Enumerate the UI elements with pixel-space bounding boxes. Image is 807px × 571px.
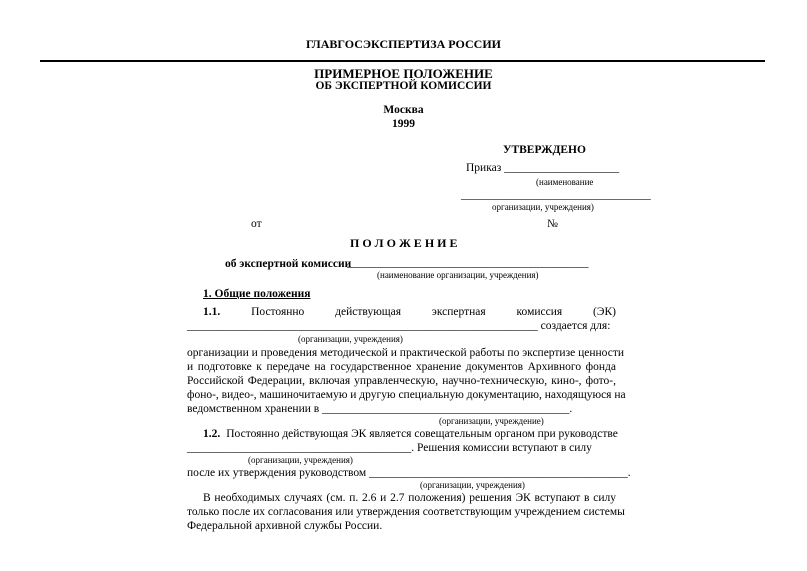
paragraph-necessary-cases-line: В необходимых случаях (см. п. 2.6 и 2.7 положения) решения ЭК вступают в силу — [203, 492, 616, 504]
header-divider — [40, 60, 765, 62]
paragraph-1-2-text: Постоянно действующая ЭК является совещательным органом при руководстве — [226, 428, 618, 440]
paragraph-1-2-blank-line: _______________________________________. Решения комиссии вступают в силу — [187, 442, 592, 454]
year: 1999 — [392, 118, 415, 130]
document-title-line1: ПРИМЕРНОЕ ПОЛОЖЕНИЕ — [314, 66, 493, 81]
paragraph-1-1-line: фоно-, видео-, машиночитаемую и другую специальную документацию, находящуюся на — [187, 389, 626, 401]
word: (ЭК) — [593, 306, 616, 318]
city: Москва — [383, 104, 424, 116]
paragraph-1-2-caption: (организации, учреждения) — [248, 455, 353, 465]
approved-label: УТВЕРЖДЕНО — [503, 144, 586, 156]
paragraph-1-1-line: и подготовке к передаче на государственное хранение документов Архивного фонда — [187, 361, 616, 373]
regulation-title: П О Л О Ж Е Н И Е — [350, 236, 458, 250]
paragraph-1-1-line: ведомственном хранении в ___________________________________________. — [187, 403, 573, 415]
commission-caption: (наименование организации, учреждения) — [377, 270, 539, 280]
order-line: Приказ ____________________ — [466, 162, 620, 174]
paragraph-1-1-caption2: (организации, учреждение) — [439, 416, 544, 426]
number-label: № — [547, 218, 558, 230]
word: Постоянно — [251, 306, 305, 318]
document-title-line2: ОБ ЭКСПЕРТНОЙ КОМИССИИ — [315, 80, 492, 92]
section-heading: 1. Общие положения — [203, 288, 311, 300]
paragraph-number: 1.1. — [203, 306, 221, 318]
commission-label: об экспертной комиссии — [225, 258, 352, 270]
paragraph-1-2-caption2: (организации, учреждения) — [420, 480, 525, 490]
paragraph-1-1-first-line — [203, 306, 616, 318]
paragraph-number: 1.2. — [203, 428, 221, 440]
paragraph-1-1-blank-line: _____________________________________________________________ создается для: — [187, 320, 611, 332]
word: экспертная — [431, 306, 486, 318]
order-caption: (наименование — [536, 177, 594, 187]
paragraph-1-1-line: Российской Федерации, включая управленческую, научно-техническую, кино-, фото-, — [187, 375, 616, 387]
paragraph-necessary-cases-line: Федеральной архивной службы России. — [187, 520, 383, 532]
paragraph-1-2-approval-line: после их утверждения руководством _____________________________________________. — [187, 467, 631, 479]
from-label: от — [251, 218, 262, 230]
paragraph-1-1-line: организации и проведения методической и практической работы по экспертизе ценности — [187, 347, 624, 359]
commission-name-line: __________________________________________ — [347, 257, 589, 269]
paragraph-necessary-cases-line: только после их согласования или утверждения соответствующим учреждением системы — [187, 506, 625, 518]
paragraph-1-2-first-line — [203, 428, 616, 440]
paragraph-1-1-caption: (организации, учреждения) — [298, 334, 403, 344]
organization-line: _________________________________ — [461, 189, 651, 201]
word: действующая — [335, 306, 402, 318]
organization-caption: организации, учреждения) — [492, 202, 594, 212]
word: комиссия — [516, 306, 563, 318]
organization-header: ГЛАВГОСЭКСПЕРТИЗА РОССИИ — [305, 37, 502, 51]
